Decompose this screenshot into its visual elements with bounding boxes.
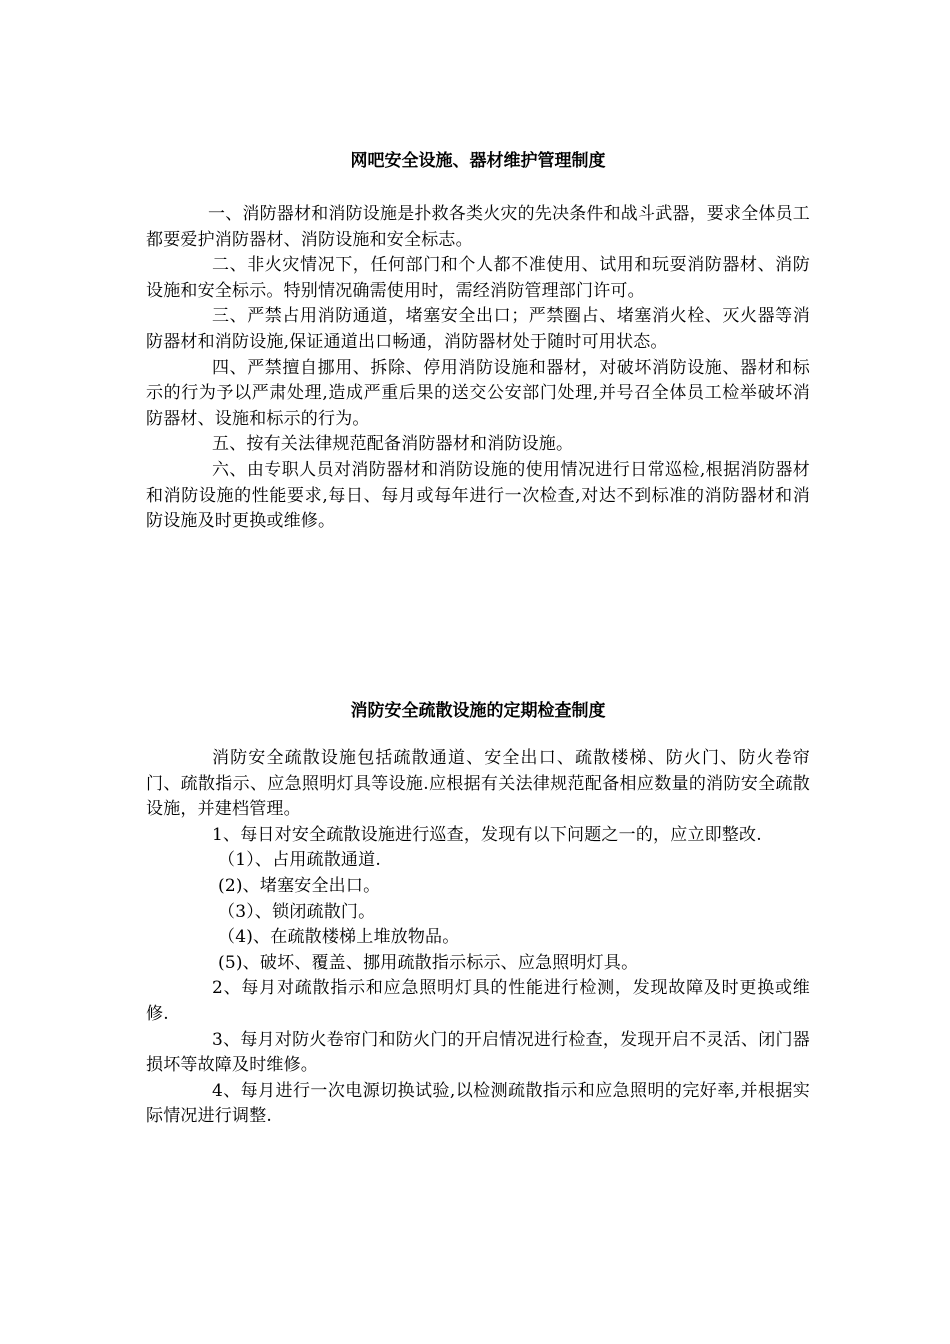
- paragraph-4: 四、严禁擅自挪用、拆除、停用消防设施和器材，对破坏消防设施、器材和标示的行为予以严肃处理,造成严重后果的送交公安部门处理,并号召全体员工检举破坏消防器材、设施和标示的行为。: [146, 357, 810, 429]
- sub-item-3: （3）、锁闭疏散门。: [218, 901, 376, 922]
- paragraph-6: 六、由专职人员对消防器材和消防设施的使用情况进行日常巡检,根据消防器材和消防设施的性能要求,每日、每月或每年进行一次检查,对达不到标准的消防器材和消防设施及时更换或维修。: [146, 459, 810, 532]
- paragraph-1: 一、消防器材和消防设施是扑救各类火灾的先决条件和战斗武器，要求全体员工都要爱护消防器材、消防设施和安全标志。: [146, 204, 810, 250]
- section-network-cafe-safety: [146, 148, 810, 535]
- item-3: 3、每月对防火卷帘门和防火门的开启情况进行检查，发现开启不灵活、闭门器损坏等故障及时维修。: [146, 1029, 810, 1076]
- section-title: 消防安全疏散设施的定期检查制度: [350, 701, 606, 721]
- sub-item-5: (5)、破坏、覆盖、挪用疏散指示标示、应急照明灯具。: [218, 952, 639, 973]
- section-title: 网吧安全设施、器材维护管理制度: [350, 151, 606, 171]
- paragraph-3: 三、严禁占用消防通道，堵塞安全出口；严禁圈占、堵塞消火栓、灭火器等消防器材和消防设施,保证通道出口畅通，消防器材处于随时可用状态。: [146, 306, 810, 352]
- item-1: 1、每日对安全疏散设施进行巡查，发现有以下问题之一的，应立即整改.: [212, 824, 762, 845]
- sub-item-1: （1）、占用疏散通道.: [218, 850, 381, 871]
- item-4: 4、每月进行一次电源切换试验,以检测疏散指示和应急照明的完好率,并根据实际情况进行调整.: [146, 1080, 810, 1127]
- section-evacuation-inspection: [146, 698, 810, 1130]
- paragraph-2: 二、非火灾情况下，任何部门和个人都不准使用、试用和玩耍消防器材、消防设施和安全标示。特别情况确需使用时，需经消防管理部门许可。: [146, 255, 810, 301]
- paragraph-5: 五、按有关法律规范配备消防器材和消防设施。: [212, 434, 574, 455]
- intro-paragraph: 消防安全疏散设施包括疏散通道、安全出口、疏散楼梯、防火门、防火卷帘门、疏散指示、应急照明灯具等设施.应根据有关法律规范配备相应数量的消防安全疏散设施，并建档管理。: [146, 748, 810, 820]
- sub-item-2: (2)、堵塞安全出口。: [218, 875, 381, 896]
- item-2: 2、每月对疏散指示和应急照明灯具的性能进行检测，发现故障及时更换或维修.: [146, 978, 810, 1024]
- sub-item-4: （4)、在疏散楼梯上堆放物品。: [218, 927, 460, 948]
